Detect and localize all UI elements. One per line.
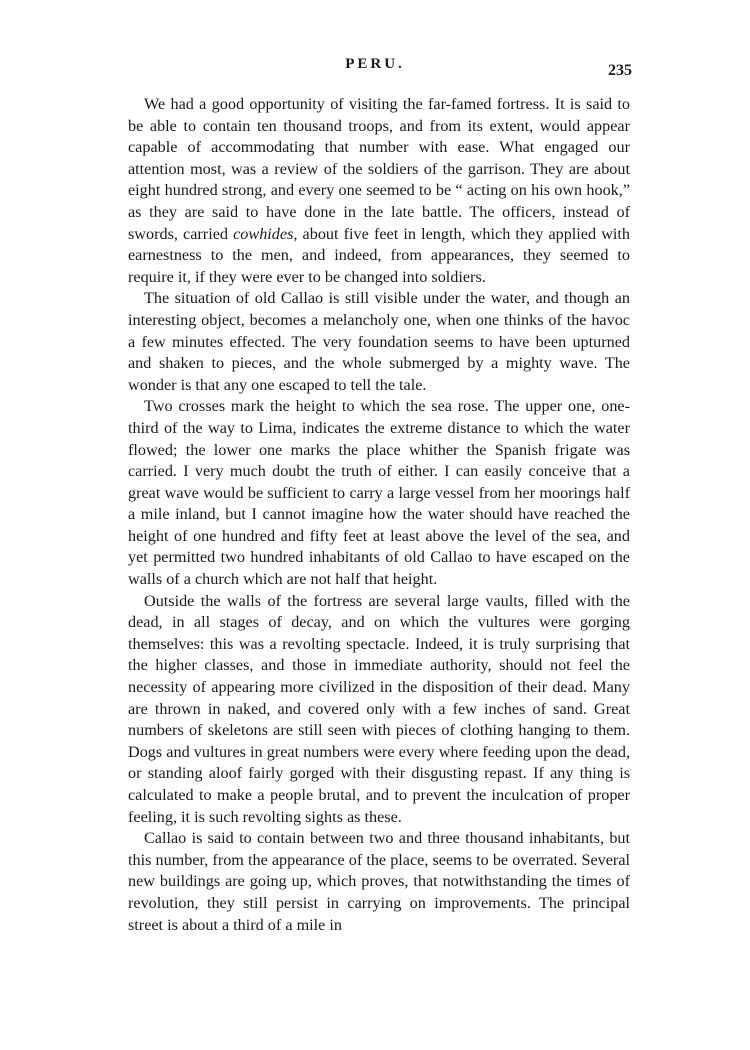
- paragraph-callao-population: [128, 828, 630, 936]
- italic-term: cowhides,: [233, 224, 298, 243]
- text-segment: Callao is said to contain between two and three thousand inhabitants, but this number, from the appearance of the place, seems to be overrated. Several new buildings are going up, which proves, that notwithstanding the times of revolution, they still persist in carrying on improvements. The principal street is about a third of a mile in: [128, 829, 630, 934]
- paragraph-vaults: [128, 591, 630, 829]
- paragraph-crosses: [128, 396, 630, 590]
- running-head: [0, 56, 750, 80]
- text-segment: Outside the walls of the fortress are several large vaults, filled with the dead, in all stages of decay, and on which the vultures were gorging themselves: this was a revolting spectacle. Indeed, it is truly surprising that the higher classes, and those in immediate authority, should not feel the necessity of appearing more civilized in the disposition of their dead. Many are thrown in naked, and covered only with a few inches of sand. Great numbers of skeletons are still seen with pieces of clothing hanging to them. Dogs and vultures in great numbers were every where feeding upon the dead, or standing aloof fairly gorged with their disgusting repast. If any thing is calculated to make a people brutal, and to prevent the inculcation of proper feeling, it is such revolting sights as these.: [128, 591, 630, 826]
- paragraph-fortress: [128, 94, 630, 288]
- running-title: PERU.: [345, 56, 405, 72]
- text-segment: Two crosses mark the height to which the sea rose. The upper one, one-third of the way to Lima, indicates the extreme distance to which the water flowed; the lower one marks the place whither the Spanish frigate was carried. I very much doubt the truth of either. I can easily conceive that a great wave would be sufficient to carry a large vessel from her moorings half a mile inland, but I cannot imagine how the water should have reached the height of one hundred and fifty feet at least above the level of the sea, and yet permitted two hundred inhabitants of old Callao to have escaped on the walls of a church which are not half that height.: [128, 397, 630, 589]
- text-segment: about five feet in length, which they applied with earnestness to the men, and indeed, from appearances, they seemed to require it, if they were ever to be changed into soldiers.: [128, 224, 631, 286]
- page-number: 235: [608, 62, 632, 79]
- text-segment: The situation of old Callao is still visible under the water, and though an interesting object, becomes a melancholy one, when one thinks of the havoc a few minutes effected. The very foundation seems to have been upturned and shaken to pieces, and the whole submerged by a mighty wave. The wonder is that any one escaped to tell the tale.: [128, 289, 630, 394]
- text-segment: We had a good opportunity of visiting the far-famed fortress. It is said to be able to contain ten thousand troops, and from its extent, would appear capable of accommodating that number with ease. What engaged our attention most, was a review of the soldiers of the garrison. They are about eight hundred strong, and every one seemed to be “ acting on his own hook,” as they are said to have done in the late battle. The officers, instead of swords, carried: [128, 95, 630, 243]
- paragraph-old-callao: [128, 288, 630, 396]
- body-text: [128, 94, 630, 936]
